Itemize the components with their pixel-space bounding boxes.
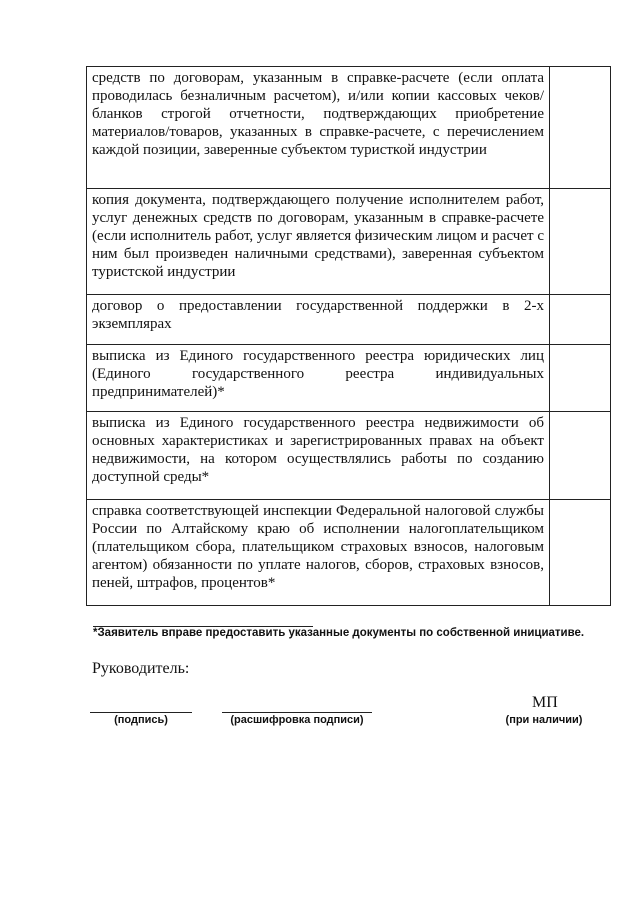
table-row: [87, 345, 611, 412]
document-mark-cell: [550, 345, 611, 412]
documents-table: [86, 66, 611, 606]
table-row: [87, 67, 611, 189]
table-row: [87, 189, 611, 295]
document-description: средств по договорам, указанным в справке-расчете (если оплата проводилась безналичным расчетом), и/или копии кассовых чеков/бланков строгой отчетности, подтверждающих приобретение материалов/товаров, указанных в справке-расчете, с перечислением каждой позиции, заверенные субъектом туристкой индустрии: [87, 67, 550, 189]
document-mark-cell: [550, 189, 611, 295]
signature-decode-caption: (расшифровка подписи): [230, 714, 364, 726]
document-mark-cell: [550, 67, 611, 189]
document-mark-cell: [550, 500, 611, 606]
document-description: договор о предоставлении государственной поддержки в 2-х экземплярах: [87, 295, 550, 345]
signature-decode-line: [222, 712, 372, 713]
table-row: [87, 500, 611, 606]
document-description: выписка из Единого государственного реестра юридических лиц (Единого государственного реестра индивидуальных предпринимателей)*: [87, 345, 550, 412]
head-label: Руководитель:: [92, 660, 190, 677]
table-row: [87, 412, 611, 500]
document-description: справка соответствующей инспекции Федеральной налоговой службы России по Алтайскому краю об исполнении налогоплательщиком (плательщиком сбора, плательщиком страховых взносов, налоговым агентом) обязанности по уплате налогов, сборов, страховых взносов, пеней, штрафов, процентов*: [87, 500, 550, 606]
stamp-caption: (при наличии): [505, 714, 583, 726]
stamp-label: МП: [532, 694, 558, 711]
footnote: *Заявитель вправе предоставить указанные документы по собственной инициативе.: [93, 627, 585, 639]
table-row: [87, 295, 611, 345]
signature-line: [90, 712, 192, 713]
signature-caption: (подпись): [114, 714, 168, 726]
document-mark-cell: [550, 295, 611, 345]
document-description: копия документа, подтверждающего получение исполнителем работ, услуг денежных средств по договорам, указанным в справке-расчете (если исполнитель работ, услуг является физическим лицом и расчет с ним был произведен наличными средствами), заверенная субъектом туристской индустрии: [87, 189, 550, 295]
document-description: выписка из Единого государственного реестра недвижимости об основных характеристиках и зарегистрированных правах на объект недвижимости, на котором осуществлялись работы по созданию доступной среды*: [87, 412, 550, 500]
document-mark-cell: [550, 412, 611, 500]
